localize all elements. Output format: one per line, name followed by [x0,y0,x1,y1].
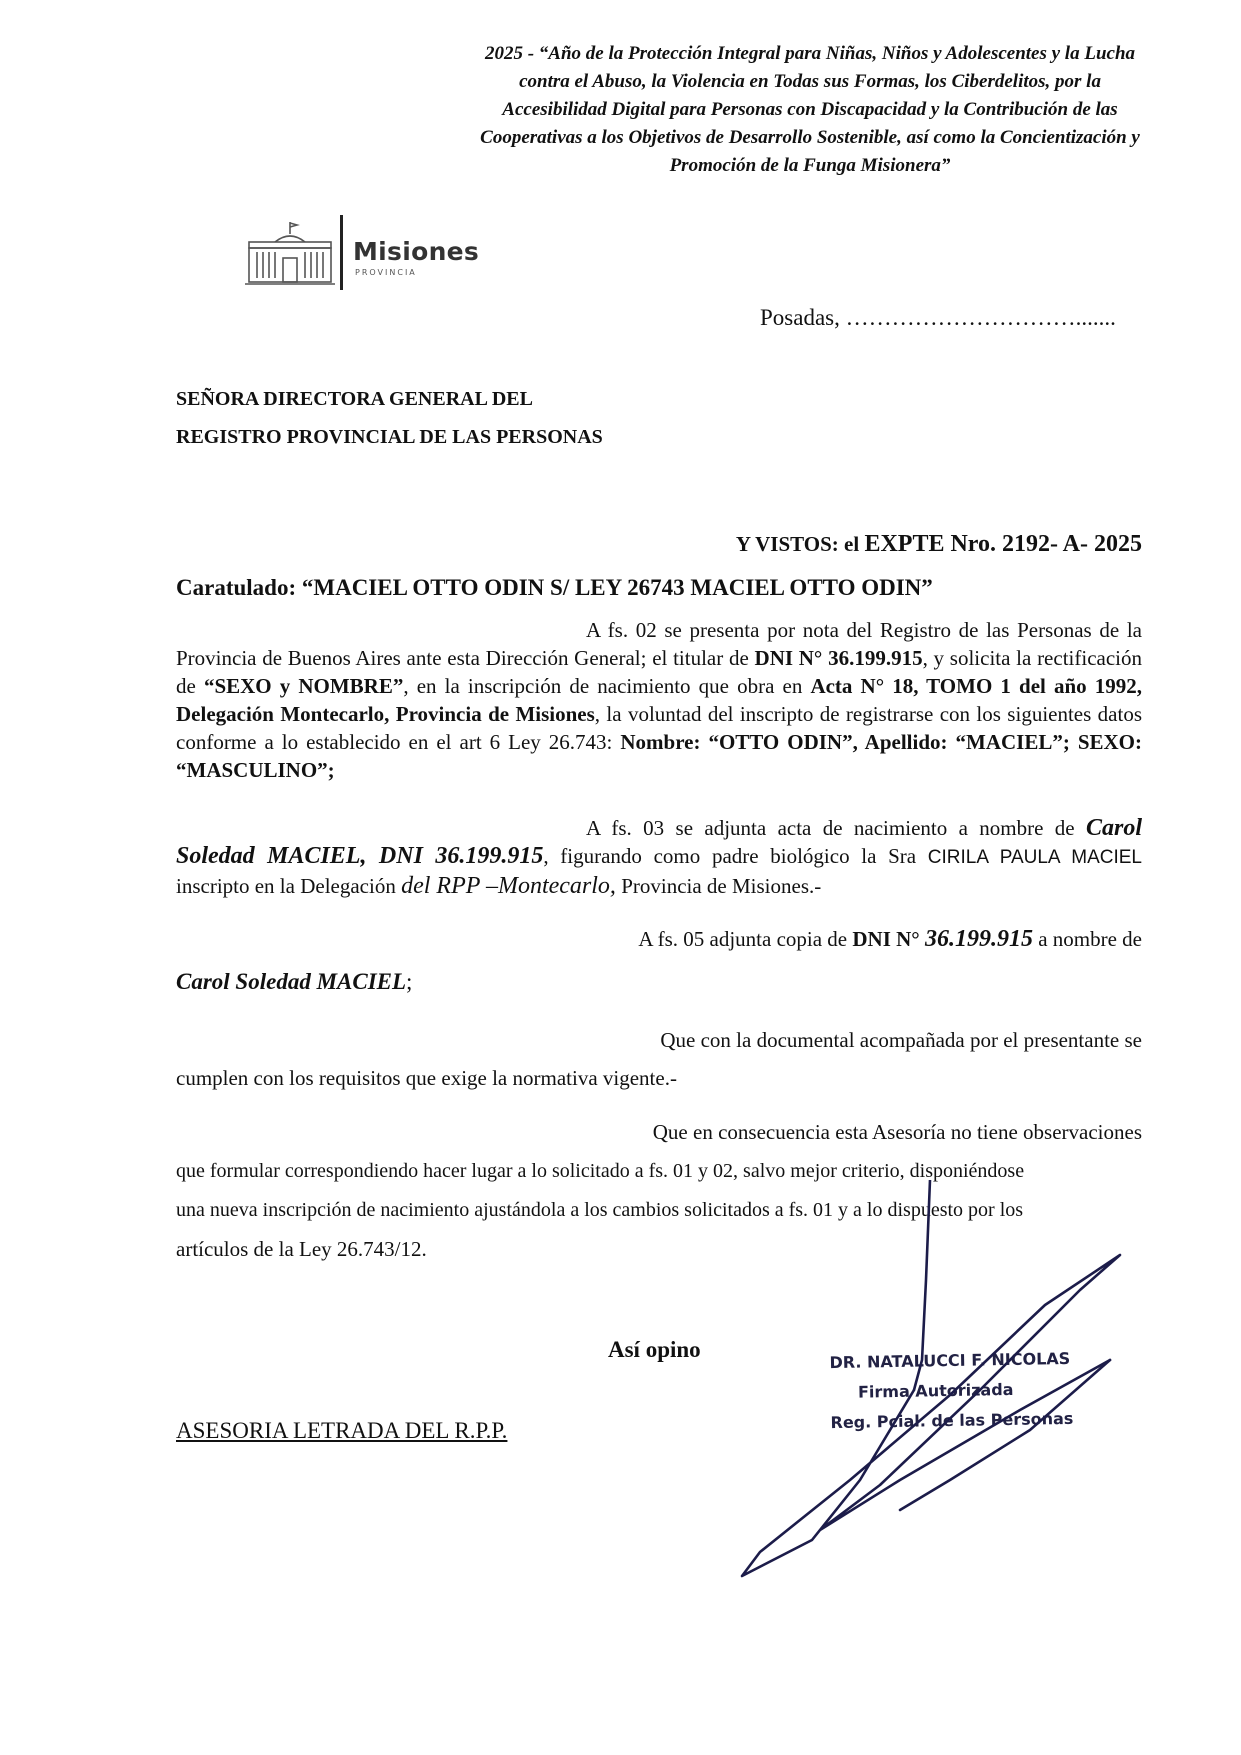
motto-line: Promoción de la Funga Misionera” [669,155,951,176]
stamp-line-2: Firma Autorizada [857,1379,1014,1402]
vistos-lead: Y VISTOS: el [735,532,860,556]
motto-line: Cooperativas a los Objetivos de Desarrollo Sostenible, así como la Concientización y [480,127,1140,148]
caratulado-label: Caratulado: [176,575,297,600]
p1-text: A fs. 02 se presenta por nota del Registro de las Personas de la Provincia de Buenos Aires ante esta Dirección General; el titular de [176,618,1142,670]
p1-sexo-nombre: “SEXO y NOMBRE” [203,674,404,698]
p3-text: A fs. 05 adjunta copia de [638,927,853,951]
p2-text: Provincia de Misiones.- [615,874,822,898]
p3-dni-number: 36.199.915 [924,926,1033,952]
stamp-line-3: Reg. Pcial. de las Personas [830,1408,1074,1433]
paragraph-1 [176,616,1142,784]
asesoria-label: ASESORIA LETRADA DEL R.P.P. [176,1418,508,1443]
paragraph-4-line-2: cumplen con los requisitos que exige la normativa vigente.- [176,1066,677,1090]
misiones-logo [245,215,495,295]
header-motto [440,40,1180,180]
expte-number: EXPTE Nro. 2192- A- 2025 [864,531,1142,557]
p1-new-data: Nombre: “OTTO ODIN”, Apellido: “MACIEL”; SEXO: “MASCULINO”; [176,730,1142,782]
paragraph-5-line-2: que formular correspondiendo hacer lugar a lo solicitado a fs. 01 y 02, salvo mejor criterio, disponiéndose [176,1160,1025,1182]
p3-dni-label: DNI N° [852,927,920,951]
p1-dni: DNI N° 36.199.915 [754,646,923,670]
addressee-line-2: REGISTRO PROVINCIAL DE LAS PERSONAS [176,426,603,448]
p2-name-dni: Carol Soledad MACIEL, DNI 36.199.915 [176,815,1142,869]
motto-line: 2025 - “Año de la Protección Integral para Niñas, Niños y Adolescentes y la Lucha [484,43,1136,64]
date-line: Posadas, …………………………....... [760,305,1116,330]
handwritten-signature [700,1180,1180,1590]
p2-text: A fs. 03 se adjunta acta de nacimiento a nombre de [586,816,1086,840]
p1-text: , y solicita la rectificación de [176,646,1142,698]
government-building-icon [245,220,335,290]
logo-name: Misiones [353,237,480,266]
caratulado-line [176,574,1142,602]
p2-text: inscripto en la Delegación [176,874,402,898]
paragraph-5-line-3: una nueva inscripción de nacimiento ajustándola a los cambios solicitados a fs. 01 y a lo dispuesto por los [176,1199,1024,1221]
p1-acta: Acta N° 18, TOMO 1 del año 1992, Delegación Montecarlo, Provincia de Misiones [176,674,1142,726]
p1-text: , en la inscripción de nacimiento que obra en [403,674,811,698]
p2-parent-name: CIRILA PAULA MACIEL [927,847,1143,868]
paragraph-3-line-1 [176,925,1142,953]
p1-text: , la voluntad del inscripto de registrarse con los siguientes datos conforme a lo establecido en el art 6 Ley 26.743: [176,702,1142,754]
vistos-line [176,530,1142,558]
p3-text: ; [406,969,413,994]
paragraph-2 [176,814,1142,900]
stamp-line-1: DR. NATALUCCI F. NICOLAS [829,1348,1071,1373]
p2-delegacion: del RPP –Montecarlo, [401,873,616,899]
p2-text: , figurando como padre biológico la Sra [543,844,928,868]
paragraph-3-line-2 [176,968,1142,996]
closing-text: Así opino [608,1337,701,1362]
logo-divider [340,215,343,290]
paragraph-5-line-1: Que en consecuencia esta Asesoría no tiene observaciones [652,1120,1142,1144]
p3-name: Carol Soledad MACIEL [176,969,407,994]
addressee-line-1: SEÑORA DIRECTORA GENERAL DEL [176,388,533,410]
p3-text: a nombre de [1032,927,1142,951]
paragraph-5-line-4: artículos de la Ley 26.743/12. [176,1237,427,1261]
paragraph-4-line-1: Que con la documental acompañada por el presentante se [660,1028,1142,1052]
motto-line: Accesibilidad Digital para Personas con Discapacidad y la Contribución de las [502,99,1118,120]
logo-subtitle: PROVINCIA [355,268,417,277]
caratulado-value: “MACIEL OTTO ODIN S/ LEY 26743 MACIEL OTTO ODIN” [301,575,933,600]
motto-line: contra el Abuso, la Violencia en Todas sus Formas, los Ciberdelitos, por la [519,71,1101,92]
